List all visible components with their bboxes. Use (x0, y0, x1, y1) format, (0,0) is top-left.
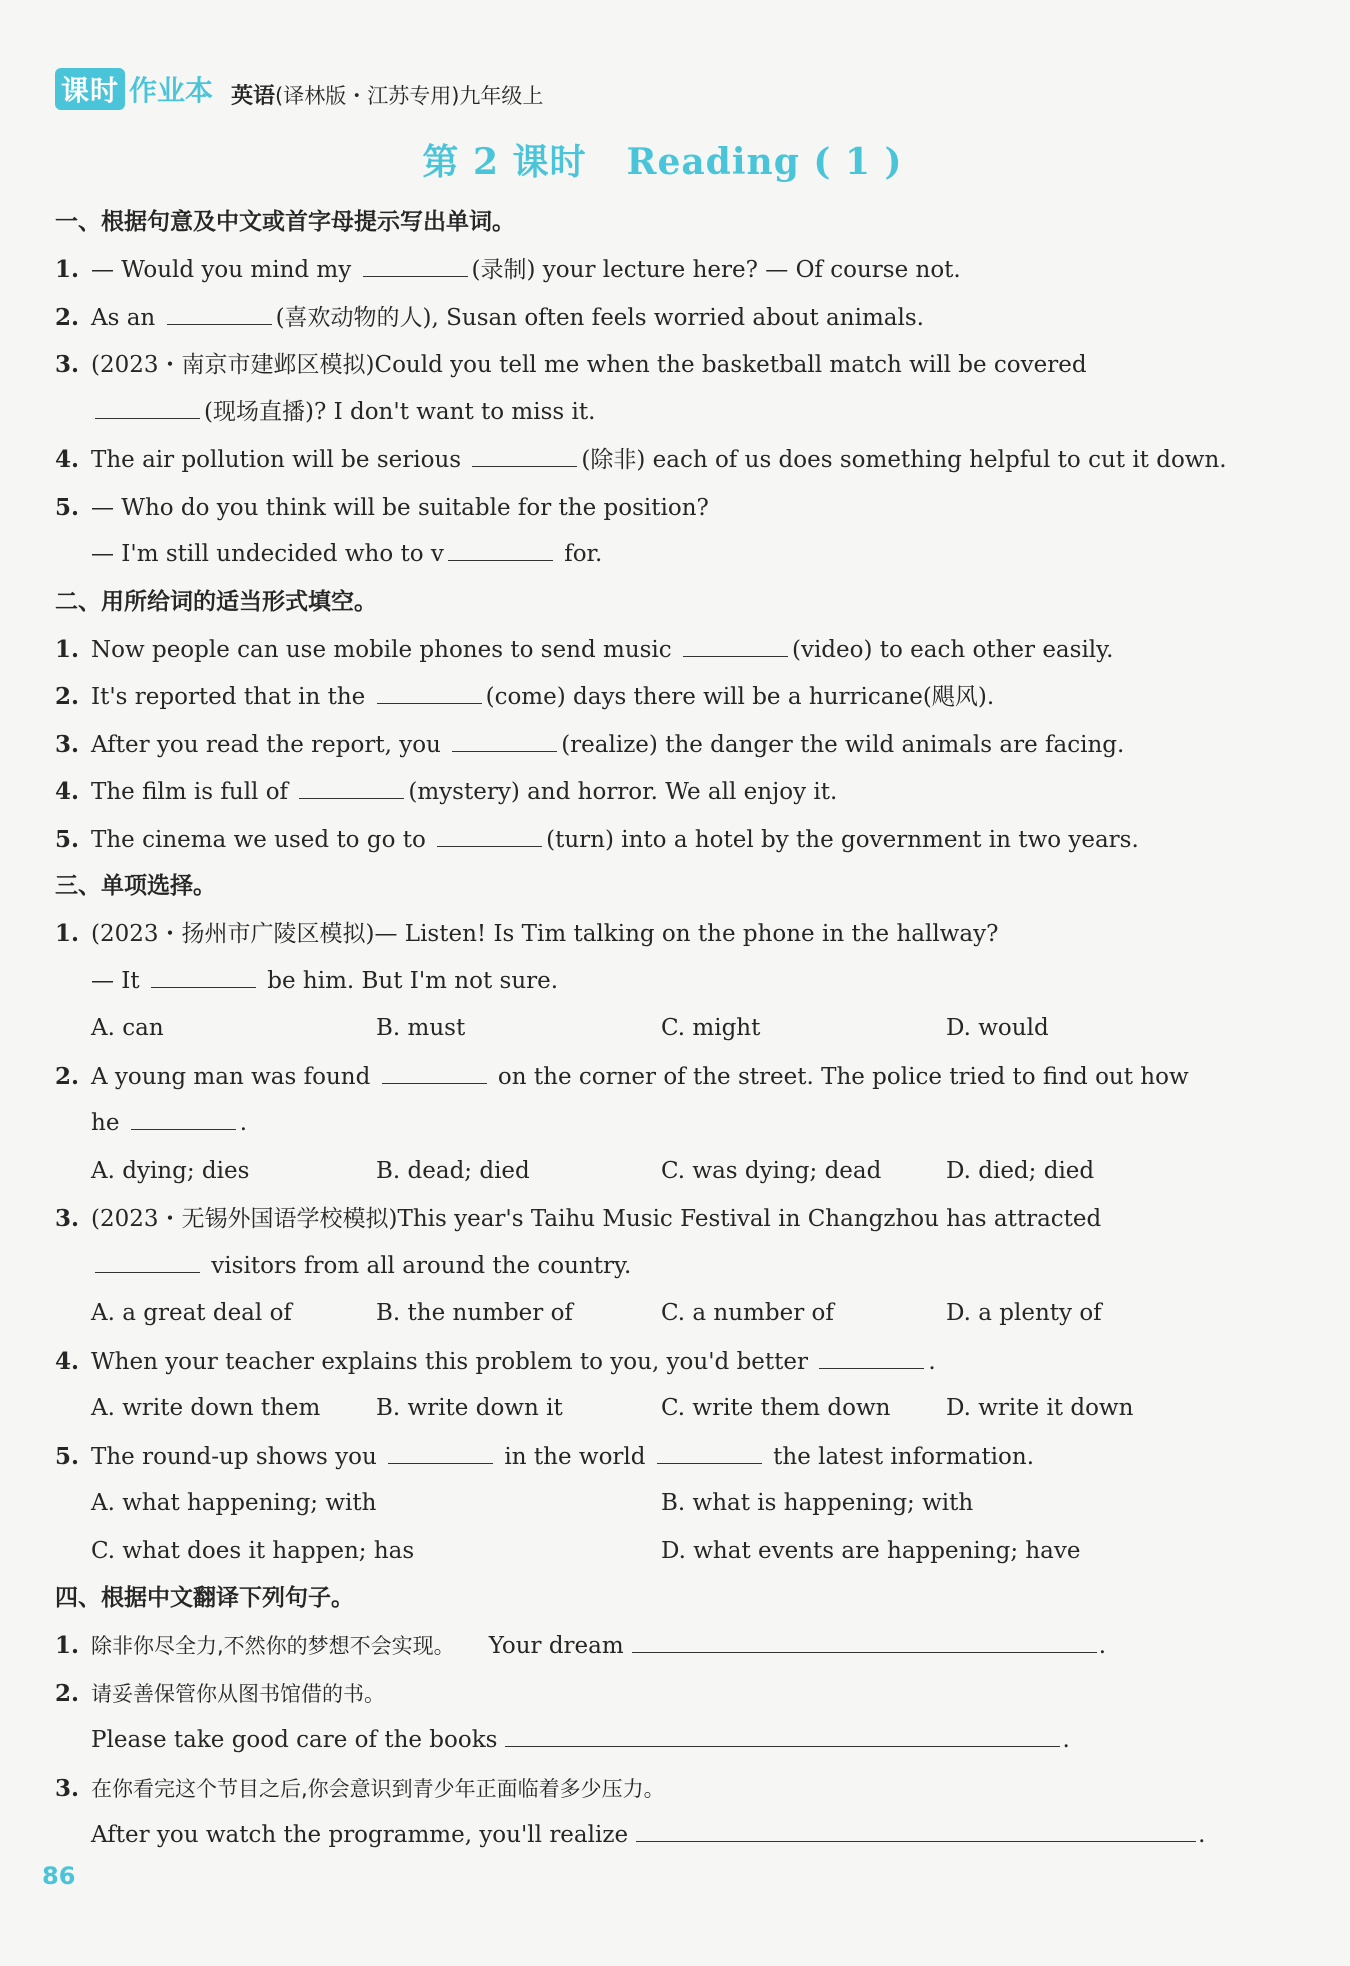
question-text: (现场直播)? I don't want to miss it. (204, 398, 596, 425)
section-heading: 二、用所给词的适当形式填空。 (55, 588, 377, 615)
translation-line: Please take good care of the books . (91, 1727, 1070, 1753)
question-text: The film is full of (91, 779, 296, 805)
chinese-sentence: 除非你尽全力,不然你的梦想不会实现。 (91, 1634, 455, 1658)
answer-blank[interactable] (377, 683, 482, 704)
translation-blank[interactable] (505, 1726, 1060, 1747)
question-number: 4. (55, 1347, 80, 1375)
logo-badge: 课时 (55, 68, 125, 110)
answer-option[interactable]: B. write down it (376, 1395, 563, 1421)
question-text: The round-up shows you (91, 1443, 385, 1470)
question-text: After you read the report, you (91, 731, 449, 758)
question-number: 2. (55, 1062, 80, 1090)
multiple-choice-section (55, 863, 1270, 1575)
edition-label: (译林版・江苏专用)九年级上 (275, 84, 544, 108)
answer-option[interactable]: D. write it down (946, 1395, 1134, 1421)
page-header (55, 70, 1270, 110)
question-item (55, 246, 1270, 294)
question-item (55, 768, 1270, 816)
answer-blank[interactable] (452, 731, 557, 752)
question-item (55, 673, 1270, 721)
question-line (55, 816, 1270, 864)
translation-blank[interactable] (636, 1821, 1196, 1842)
option-row (55, 1005, 1270, 1053)
option-row (55, 1290, 1270, 1338)
answer-option[interactable]: A. what happening; with (91, 1490, 377, 1516)
question-line (55, 626, 1270, 674)
question-line (55, 1100, 1270, 1148)
question-item (55, 626, 1270, 674)
question-text: (除非) each of us does something helpful to cut it down. (581, 447, 1227, 473)
question-text: (video) to each other easily. (791, 636, 1114, 663)
question-line (55, 1338, 1270, 1386)
answer-blank[interactable] (151, 967, 256, 988)
english-prompt: Your dream (488, 1633, 624, 1659)
question-line (55, 531, 1270, 579)
question-number: 5. (55, 825, 80, 853)
question-number: 1. (55, 635, 80, 663)
question-text: on the corner of the street. The police tried to find out how (490, 1063, 1189, 1090)
question-number: 3. (55, 351, 80, 378)
question-item (55, 816, 1270, 864)
answer-blank[interactable] (299, 778, 404, 799)
answer-option[interactable]: C. was dying; dead (661, 1157, 882, 1184)
section-heading: 三、单项选择。 (55, 873, 216, 899)
answer-option[interactable]: A. can (91, 1015, 164, 1041)
answer-blank[interactable] (95, 1252, 200, 1273)
translation-line: 1. 除非你尽全力,不然你的梦想不会实现。 Your dream . (55, 1622, 1270, 1670)
question-text: (realize) the danger the wild animals are facing. (561, 731, 1125, 758)
question-text: As an (91, 304, 163, 331)
question-number: 1. (55, 1632, 80, 1659)
answer-blank[interactable] (472, 446, 577, 467)
answer-option[interactable]: C. might (661, 1015, 761, 1041)
lesson-name: Reading ( 1 ) (626, 141, 903, 183)
answer-option[interactable]: B. what is happening; with (661, 1490, 974, 1516)
question-text: A young man was found (91, 1063, 378, 1090)
translation-line (55, 1765, 1270, 1813)
answer-option[interactable]: B. the number of (376, 1300, 573, 1326)
question-number: 4. (55, 446, 80, 473)
question-line (55, 673, 1270, 721)
answer-blank[interactable] (95, 398, 200, 419)
answer-blank[interactable] (448, 540, 553, 561)
answer-option[interactable]: B. dead; died (376, 1157, 530, 1184)
lesson-title (55, 134, 1270, 185)
question-line (55, 389, 1270, 437)
chinese-sentence: 在你看完这个节目之后,你会意识到青少年正面临着多少压力。 (91, 1776, 665, 1801)
question-item (55, 910, 1270, 1005)
subject-label: 英语 (231, 84, 276, 109)
question-number: 1. (55, 920, 80, 947)
translation-line: After you watch the programme, you'll realize . (91, 1822, 1206, 1848)
question-number: 5. (55, 493, 80, 521)
answer-option[interactable]: D. what events are happening; have (661, 1537, 1081, 1564)
option-row (55, 1148, 1270, 1196)
question-text: — I'm still undecided who to v (91, 541, 444, 567)
section-heading: 一、根据句意及中文或首字母提示写出单词。 (55, 209, 515, 235)
translation-line (55, 1670, 1270, 1718)
question-line (55, 768, 1270, 816)
section-heading: 四、根据中文翻译下列句子。 (55, 1585, 354, 1611)
question-text: (2023・无锡外国语学校模拟)This year's Taihu Music Festival in Changzhou has attracted (91, 1206, 1102, 1232)
english-prompt: Please take good care of the books (91, 1727, 498, 1753)
answer-option[interactable]: D. died; died (946, 1157, 1095, 1184)
translation-blank[interactable] (632, 1632, 1097, 1653)
answer-blank[interactable] (167, 304, 272, 325)
answer-option[interactable]: D. would (946, 1015, 1049, 1041)
answer-option[interactable]: B. must (376, 1015, 466, 1041)
question-line (55, 910, 1270, 958)
answer-option[interactable]: A. write down them (91, 1395, 321, 1421)
question-line (55, 1243, 1270, 1291)
question-line (55, 246, 1270, 294)
page-number: 86 (42, 1862, 76, 1890)
question-number: 3. (55, 1205, 80, 1232)
question-item (55, 1433, 1270, 1481)
question-number: 2. (55, 303, 80, 331)
question-text: be him. But I'm not sure. (259, 967, 559, 994)
lesson-number: 第 2 课时 (422, 141, 587, 183)
book-logo (55, 68, 213, 110)
question-text: (turn) into a hotel by the government in two years. (546, 826, 1139, 853)
question-text: he (91, 1110, 127, 1136)
question-number: 2. (55, 683, 80, 710)
question-number: 5. (55, 1442, 80, 1470)
question-text: (2023・南京市建邺区模拟)Could you tell me when the basketball match will be covered (91, 352, 1087, 378)
question-line (55, 1053, 1270, 1101)
question-line (55, 436, 1270, 484)
question-number: 1. (55, 256, 80, 283)
option-row (55, 1480, 1270, 1528)
question-number: 3. (55, 730, 80, 758)
question-item (55, 1053, 1270, 1148)
question-item (55, 436, 1270, 484)
answer-option[interactable]: C. write them down (661, 1395, 891, 1421)
question-text: (2023・扬州市广陵区模拟)— Listen! Is Tim talking on the phone in the hallway? (91, 921, 999, 947)
question-text: (喜欢动物的人), Susan often feels worried about animals. (275, 304, 924, 331)
answer-blank[interactable] (819, 1348, 924, 1369)
question-text: — It (91, 967, 147, 994)
question-text: visitors from all around the country. (204, 1252, 632, 1279)
answer-blank[interactable] (382, 1063, 487, 1084)
question-text: (come) days there will be a hurricane(飓风). (485, 684, 995, 710)
question-line (55, 294, 1270, 342)
translation-section (55, 1575, 1270, 1860)
question-text: It's reported that in the (91, 684, 373, 710)
logo-text: 作业本 (129, 74, 214, 107)
question-text: When your teacher explains this problem to you, you'd better (91, 1348, 816, 1375)
question-item (55, 721, 1270, 769)
question-text: — Would you mind my (91, 257, 359, 283)
chinese-sentence: 请妥善保管你从图书馆借的书。 (91, 1681, 385, 1706)
question-line (55, 1433, 1270, 1481)
answer-option[interactable]: A. dying; dies (91, 1157, 250, 1184)
option-row (55, 1528, 1270, 1576)
question-text: (mystery) and horror. We all enjoy it. (408, 779, 838, 805)
question-line (55, 341, 1270, 389)
question-item (55, 294, 1270, 342)
question-text: (录制) your lecture here? — Of course not. (471, 257, 961, 283)
question-text: the latest information. (765, 1443, 1035, 1470)
answer-blank[interactable] (657, 1443, 762, 1464)
question-text: . (928, 1348, 936, 1375)
question-text: The air pollution will be serious (91, 447, 469, 473)
question-text: — Who do you think will be suitable for the position? (91, 494, 709, 521)
question-text: . (239, 1110, 248, 1136)
answer-option[interactable]: A. a great deal of (91, 1300, 292, 1326)
question-number: 4. (55, 778, 80, 805)
question-number: 3. (55, 1774, 80, 1802)
question-item (55, 1195, 1270, 1290)
question-item (55, 484, 1270, 579)
answer-blank[interactable] (131, 1109, 236, 1130)
question-text: in the world (497, 1443, 653, 1470)
question-text: for. (556, 541, 603, 567)
answer-blank[interactable] (363, 256, 468, 277)
question-item (55, 1338, 1270, 1386)
answer-blank[interactable] (437, 826, 542, 847)
question-item (55, 341, 1270, 436)
answer-option[interactable]: C. what does it happen; has (91, 1537, 415, 1564)
question-line (55, 958, 1270, 1006)
question-text: The cinema we used to go to (91, 826, 434, 853)
answer-blank[interactable] (388, 1443, 493, 1464)
question-line (55, 1195, 1270, 1243)
answer-option[interactable]: C. a number of (661, 1300, 834, 1326)
answer-option[interactable]: D. a plenty of (946, 1300, 1102, 1326)
question-line (55, 484, 1270, 532)
fill-in-sections (55, 199, 1270, 863)
answer-blank[interactable] (683, 636, 788, 657)
option-row (55, 1385, 1270, 1433)
question-text: Now people can use mobile phones to send music (91, 636, 679, 663)
question-number: 2. (55, 1679, 80, 1707)
question-line (55, 721, 1270, 769)
english-prompt: After you watch the programme, you'll realize (91, 1822, 629, 1848)
